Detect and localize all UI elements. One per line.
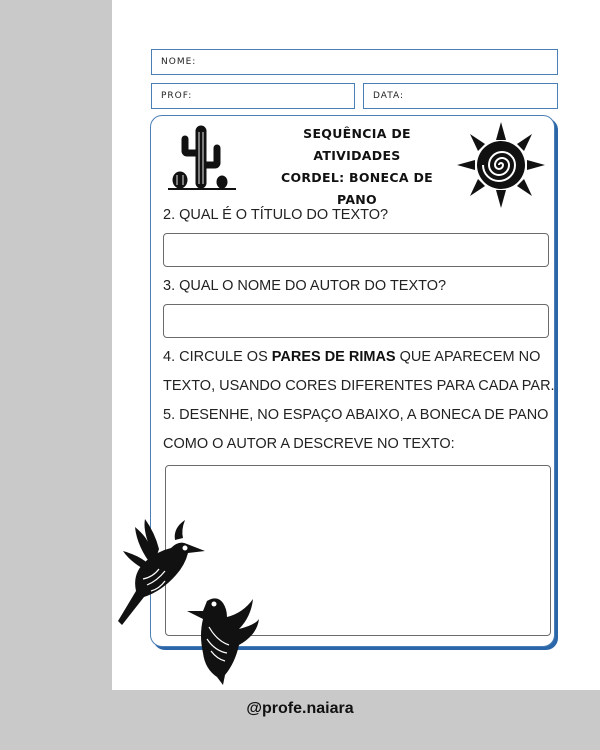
title-line-2: CORDEL: BONECA DE PANO — [280, 170, 434, 207]
question-5-line-1: 5. DESENHE, NO ESPAÇO ABAIXO, A BONECA DE PANO — [163, 407, 549, 423]
question-3: 3. QUAL O NOME DO AUTOR DO TEXTO? — [163, 278, 447, 294]
worksheet-title — [262, 123, 452, 211]
question-4-suffix: QUE APARECEM NO — [395, 349, 541, 365]
prof-field[interactable] — [151, 83, 355, 109]
question-4-bold: PARES DE RIMAS — [271, 349, 396, 365]
title-line-1: SEQUÊNCIA DE ATIVIDADES — [303, 126, 411, 163]
question-2: 2. QUAL É O TÍTULO DO TEXTO? — [163, 207, 389, 223]
name-label: NOME: — [161, 57, 197, 67]
question-4-line-1 — [163, 349, 540, 365]
answer-box-title[interactable] — [163, 233, 549, 267]
question-4-line-2: TEXTO, USANDO CORES DIFERENTES PARA CADA PAR. — [163, 378, 555, 394]
name-field[interactable] — [151, 49, 558, 75]
author-handle: @profe.naiara — [246, 700, 354, 717]
prof-label: PROF: — [161, 91, 193, 101]
bird-icon — [185, 587, 265, 687]
sun-icon — [455, 122, 547, 208]
answer-box-author[interactable] — [163, 304, 549, 338]
question-4-prefix: 4. CIRCULE OS — [163, 349, 272, 365]
date-label: DATA: — [373, 91, 405, 101]
question-5-line-2: COMO O AUTOR A DESCREVE NO TEXTO: — [163, 436, 455, 452]
date-field[interactable] — [363, 83, 558, 109]
cactus-icon — [166, 122, 238, 194]
